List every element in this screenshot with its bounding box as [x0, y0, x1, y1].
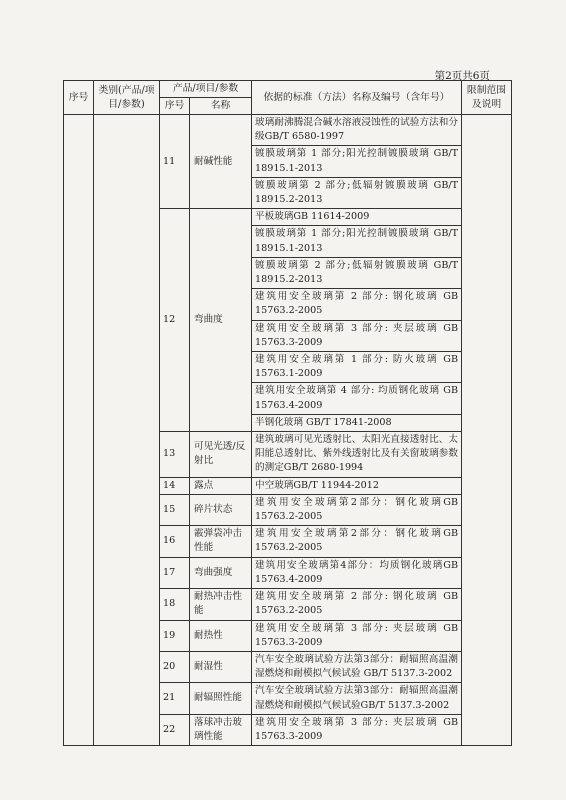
item-number: 18 [160, 589, 190, 620]
standard-cell: 建筑用安全玻璃第 2 部分: 钢化玻璃 GB 15763.2-2005 [252, 289, 462, 320]
item-number: 19 [160, 620, 190, 651]
item-number: 15 [160, 494, 190, 525]
item-name: 耐热性 [190, 620, 252, 651]
page-number: 第2页共6页 [434, 70, 490, 82]
standard-cell: 汽车安全玻璃试验方法第3部分：耐辐照高温潮湿燃烧和耐模拟气候试验GB/T 5137.3-2002 [252, 683, 462, 714]
header-sub-name: 名称 [190, 98, 252, 115]
item-name: 可见光透/反射比 [190, 432, 252, 478]
accreditation-table [63, 80, 512, 746]
standard-cell: 镀膜玻璃第 2 部分;低辐射镀膜玻璃 GB/T 18915.2-2013 [252, 257, 462, 288]
item-name: 弯曲强度 [190, 557, 252, 588]
item-name: 弯曲度 [190, 209, 252, 432]
table-row [64, 115, 512, 146]
item-name: 耐热冲击性能 [190, 589, 252, 620]
item-number: 22 [160, 714, 190, 745]
item-number: 20 [160, 651, 190, 682]
item-number: 17 [160, 557, 190, 588]
item-name: 碎片状态 [190, 494, 252, 525]
item-number: 11 [160, 115, 190, 209]
item-name: 露点 [190, 477, 252, 494]
item-number: 16 [160, 526, 190, 557]
standard-cell: 建筑用安全玻璃第 3 部分: 夹层玻璃 GB 15763.3-2009 [252, 620, 462, 651]
standard-cell: 建筑用安全玻璃第 2 部分: 钢化玻璃 GB 15763.2-2005 [252, 589, 462, 620]
limit-cell [462, 115, 512, 746]
item-number: 14 [160, 477, 190, 494]
standard-cell: 建筑用安全玻璃第4部分：均质钢化玻璃GB 15763.4-2009 [252, 557, 462, 588]
standard-cell: 建筑用安全玻璃第2部分：钢化玻璃GB 15763.2-2005 [252, 494, 462, 525]
standard-cell: 建筑用安全玻璃第 4 部分: 均质钢化玻璃 GB 15763.4-2009 [252, 383, 462, 414]
item-name: 耐辐照性能 [190, 683, 252, 714]
standard-cell: 平板玻璃GB 11614-2009 [252, 209, 462, 226]
standard-cell: 镀膜玻璃第 2 部分;低辐射镀膜玻璃 GB/T 18915.2-2013 [252, 177, 462, 208]
item-number: 21 [160, 683, 190, 714]
standard-cell: 镀膜玻璃第 1 部分;阳光控制镀膜玻璃 GB/T 18915.1-2013 [252, 226, 462, 257]
item-name: 落球冲击玻璃性能 [190, 714, 252, 745]
standard-cell: 中空玻璃GB/T 11944-2012 [252, 477, 462, 494]
standard-cell: 建筑用安全玻璃第2部分：钢化玻璃GB 15763.2-2005 [252, 526, 462, 557]
standard-cell: 玻璃耐沸腾混合碱水溶液浸蚀性的试验方法和分级GB/T 6580-1997 [252, 115, 462, 146]
table-body [64, 115, 512, 746]
item-name: 耐湿性 [190, 651, 252, 682]
header-sub-seq: 序号 [160, 98, 190, 115]
header-product-group: 产品/项目/参数 [160, 81, 252, 98]
header-limit: 限制范围及说明 [462, 81, 512, 115]
item-name: 耐碱性能 [190, 115, 252, 209]
item-name: 霰弹袋冲击性能 [190, 526, 252, 557]
standard-cell: 半钢化玻璃 GB/T 17841-2008 [252, 414, 462, 431]
seq-cell [64, 115, 94, 746]
item-number: 12 [160, 209, 190, 432]
standard-cell: 建筑用安全玻璃第 3 部分: 夹层玻璃 GB 15763.3-2009 [252, 320, 462, 351]
standard-cell: 建筑用安全玻璃第 3 部分: 夹层玻璃 GB 15763.3-2009 [252, 714, 462, 745]
header-category: 类别(产品/项目/参数) [94, 81, 160, 115]
category-cell [94, 115, 160, 746]
standard-cell: 建筑用安全玻璃第 1 部分: 防火玻璃 GB 15763.1-2009 [252, 352, 462, 383]
header-seq: 序号 [64, 81, 94, 115]
standard-cell: 建筑玻璃可见光透射比、太阳光直接透射比、太阳能总透射比、紫外线透射比及有关窗玻璃参数的测定GB/T 2680-1994 [252, 432, 462, 478]
standard-cell: 汽车安全玻璃试验方法第3部分：耐辐照高温潮湿燃烧和耐模拟气候试验 GB/T 5137.3-2002 [252, 651, 462, 682]
header-standard: 依据的标准（方法）名称及编号（含年号） [252, 81, 462, 115]
item-number: 13 [160, 432, 190, 478]
standard-cell: 镀膜玻璃第 1 部分;阳光控制镀膜玻璃 GB/T 18915.1-2013 [252, 146, 462, 177]
